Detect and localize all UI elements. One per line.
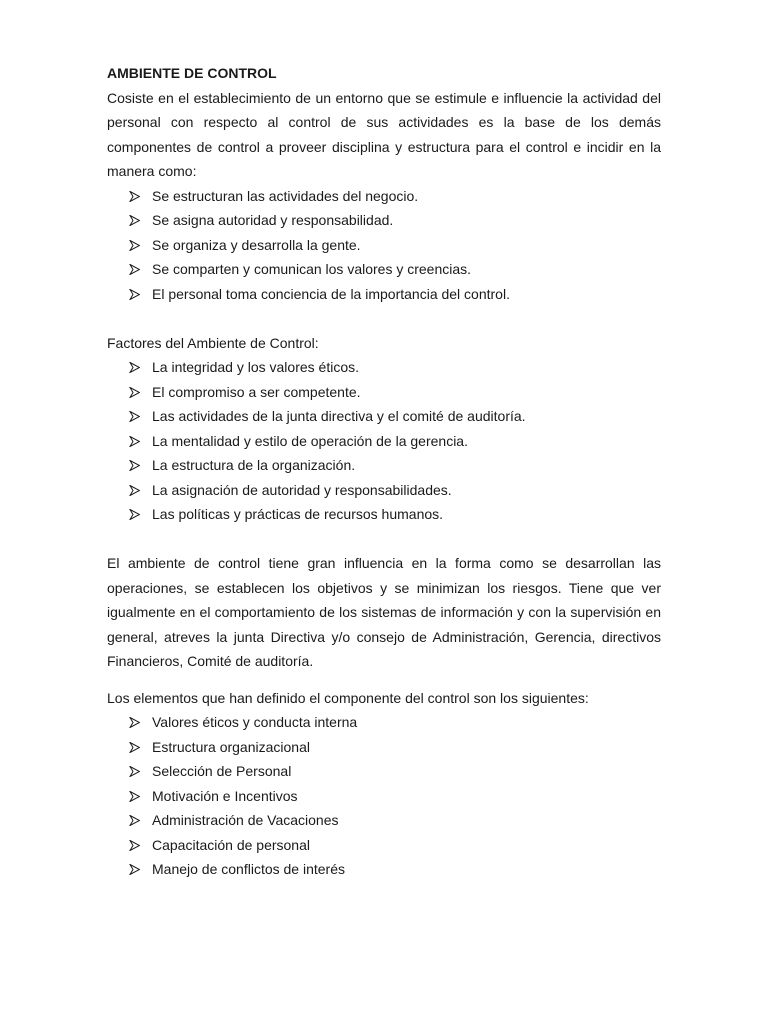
arrowhead-bullet-icon: [129, 240, 140, 251]
list-item-text: Motivación e Incentivos: [152, 787, 298, 804]
list-item: [129, 808, 661, 833]
arrowhead-bullet-icon: [129, 289, 140, 300]
arrowhead-bullet-icon: [129, 387, 140, 398]
list-item: [129, 257, 661, 282]
arrowhead-bullet-icon: [129, 742, 140, 753]
list-item-text: Capacitación de personal: [152, 836, 310, 853]
arrowhead-bullet-icon: [129, 766, 140, 777]
arrowhead-bullet-icon: [129, 717, 140, 728]
list-item: [129, 784, 661, 809]
list-item: [129, 833, 661, 858]
elements-list: [107, 710, 661, 882]
arrowhead-bullet-icon: [129, 411, 140, 422]
elements-heading: Los elementos que han definido el componente del control son los siguientes:: [107, 689, 589, 706]
arrowhead-bullet-icon: [129, 815, 140, 826]
spacer: [107, 674, 661, 686]
list-item-text: Manejo de conflictos de interés: [152, 861, 345, 877]
arrowhead-bullet-icon: [129, 460, 140, 471]
intro-paragraph: Cosiste en el establecimiento de un entorno que se estimule e influencie la actividad del personal con respecto al control de sus actividades es la base de los demás componentes de control a proveer disciplina y estructura para el control e incidir en la manera como:: [107, 89, 661, 179]
factors-list: [107, 355, 661, 527]
list-item: [129, 735, 661, 760]
list-item: [129, 208, 661, 233]
list-item-text: La estructura de la organización.: [152, 457, 356, 473]
arrowhead-bullet-icon: [129, 791, 140, 802]
list-item: [129, 759, 661, 784]
list-item: [129, 857, 661, 882]
factors-heading: Factores del Ambiente de Control:: [107, 334, 319, 351]
list-item-text: La mentalidad y estilo de operación de la gerencia.: [152, 432, 468, 449]
list-item: [129, 380, 661, 405]
arrowhead-bullet-icon: [129, 840, 140, 851]
document-title: AMBIENTE DE CONTROL: [107, 65, 277, 81]
activities-list: [107, 184, 661, 307]
list-item-text: Administración de Vacaciones: [152, 812, 339, 828]
list-item: [129, 355, 661, 380]
list-item: [129, 429, 661, 454]
arrowhead-bullet-icon: [129, 362, 140, 373]
list-item-text: Se comparten y comunican los valores y creencias.: [152, 261, 472, 277]
list-item: [129, 404, 661, 429]
arrowhead-bullet-icon: [129, 485, 140, 496]
list-item-text: La asignación de autoridad y responsabilidades.: [152, 481, 452, 498]
list-item: [129, 233, 661, 258]
list-item-text: El compromiso a ser competente.: [152, 383, 361, 400]
list-item-text: La integridad y los valores éticos.: [152, 359, 359, 375]
arrowhead-bullet-icon: [129, 509, 140, 520]
list-item-text: Las actividades de la junta directiva y el comité de auditoría.: [152, 408, 526, 424]
list-item-text: Estructura organizacional: [152, 738, 310, 755]
arrowhead-bullet-icon: [129, 215, 140, 226]
arrowhead-bullet-icon: [129, 264, 140, 275]
list-item-text: Valores éticos y conducta interna: [152, 714, 358, 730]
list-item-text: Se organiza y desarrolla la gente.: [152, 236, 361, 253]
list-item: [129, 502, 661, 527]
list-item: [129, 184, 661, 209]
list-item: [129, 478, 661, 503]
list-item: [129, 453, 661, 478]
list-item-text: El personal toma conciencia de la importancia del control.: [152, 285, 510, 302]
arrowhead-bullet-icon: [129, 436, 140, 447]
list-item-text: Las políticas y prácticas de recursos humanos.: [152, 506, 444, 522]
list-item-text: Selección de Personal: [152, 763, 292, 779]
arrowhead-bullet-icon: [129, 191, 140, 202]
arrowhead-bullet-icon: [129, 864, 140, 875]
list-item: [129, 282, 661, 307]
influence-paragraph: El ambiente de control tiene gran influencia en la forma como se desarrollan las operaciones, se establecen los objetivos y se minimizan los riesgos. Tiene que ver igualmente en el comportamiento de los sistemas de información y con la supervisión en general, atreves la junta Directiva y/o consejo de Administración, Gerencia, directivos Financieros, Comité de auditoría.: [107, 555, 661, 669]
list-item: [129, 710, 661, 735]
document-page: [107, 61, 661, 882]
list-item-text: Se asigna autoridad y responsabilidad.: [152, 212, 394, 228]
list-item-text: Se estructuran las actividades del negocio.: [152, 187, 419, 204]
